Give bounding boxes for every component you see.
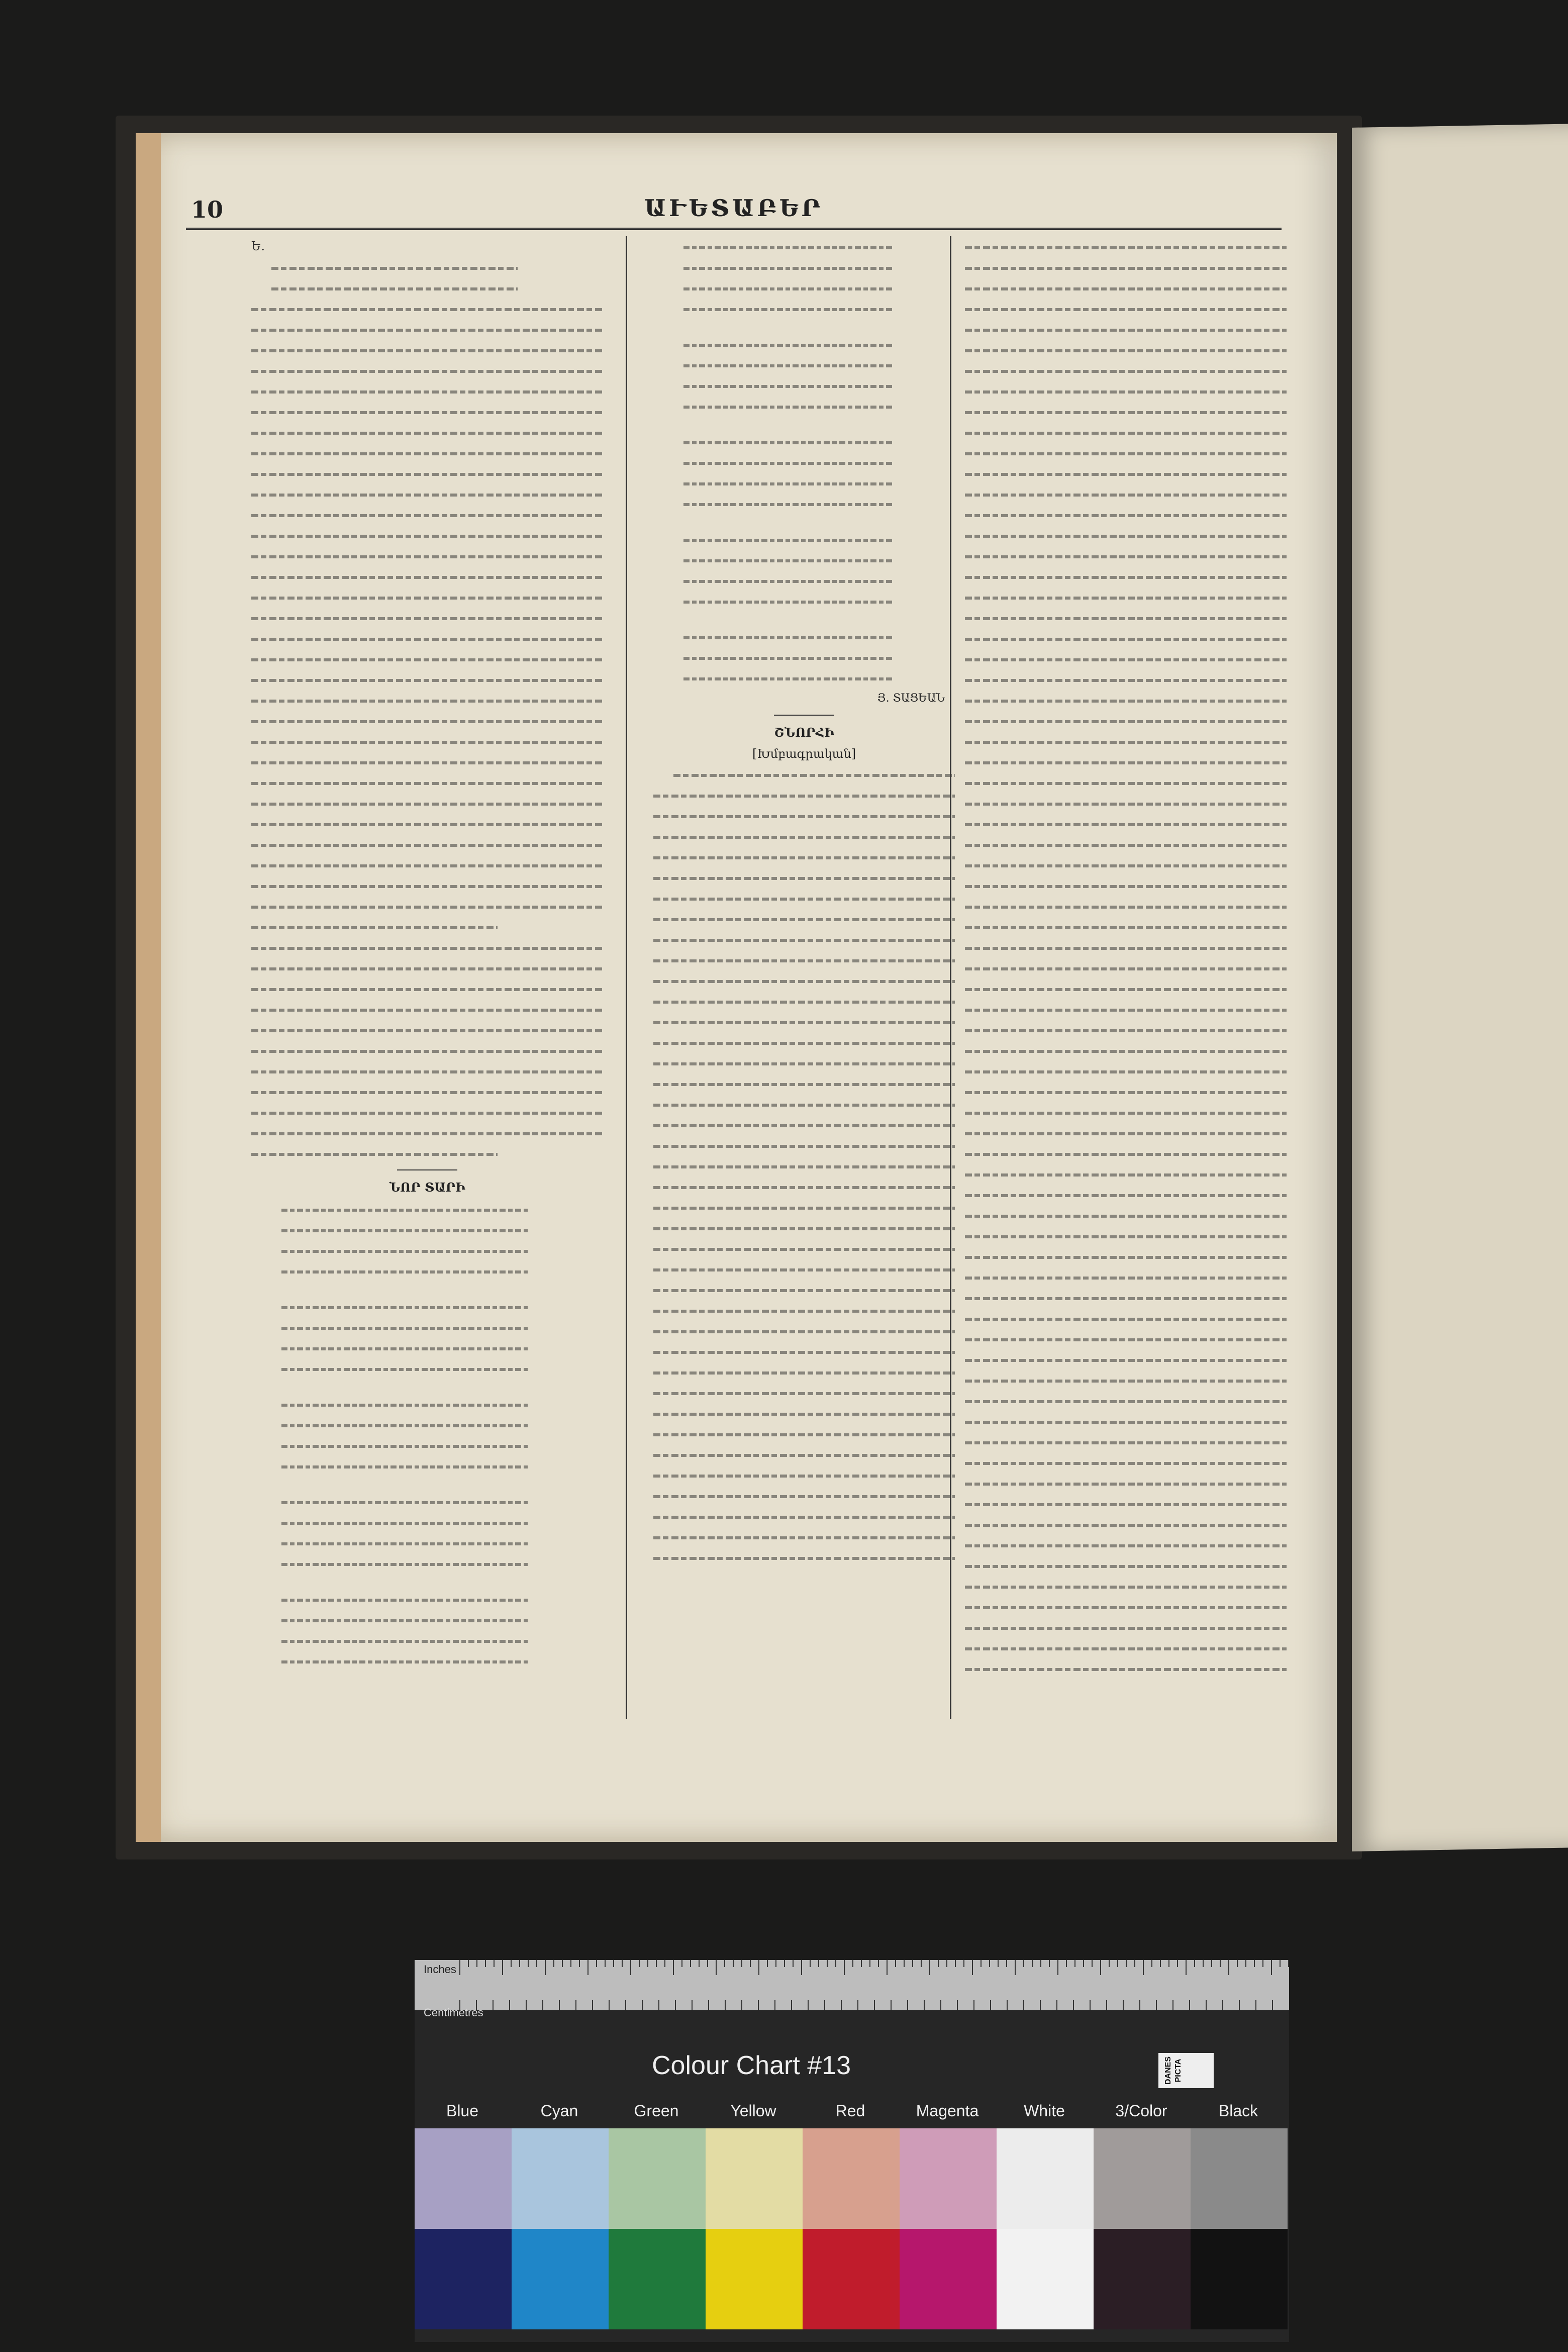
measurement-ruler bbox=[415, 1960, 1289, 2010]
poem-line bbox=[683, 570, 895, 591]
text-line bbox=[251, 978, 603, 999]
text-line bbox=[965, 937, 1287, 957]
text-line bbox=[653, 1341, 955, 1361]
text-line bbox=[251, 483, 603, 504]
swatch-light bbox=[706, 2128, 803, 2229]
text-line bbox=[653, 1464, 955, 1485]
text-line bbox=[965, 999, 1287, 1019]
poem-line bbox=[281, 1394, 528, 1414]
text-line bbox=[965, 1369, 1287, 1390]
text-line bbox=[653, 1444, 955, 1464]
text-line bbox=[251, 504, 603, 525]
chart-logo: DANES PICTA bbox=[1158, 2053, 1214, 2088]
text-line bbox=[965, 1431, 1287, 1452]
article-subtitle: [Խմբագրական] bbox=[752, 747, 856, 761]
text-line bbox=[965, 916, 1287, 937]
text-line bbox=[251, 339, 603, 360]
poem-line bbox=[281, 1240, 528, 1260]
text-line bbox=[965, 1658, 1287, 1679]
swatch-label: Magenta bbox=[916, 2102, 979, 2120]
swatch-label: Red bbox=[835, 2102, 865, 2120]
opening-letter: Ե. bbox=[251, 239, 265, 253]
poem-line bbox=[281, 1553, 528, 1574]
text-line bbox=[965, 1637, 1287, 1658]
text-line bbox=[965, 1122, 1287, 1143]
text-line bbox=[653, 1485, 955, 1506]
poem-line bbox=[281, 1260, 528, 1281]
text-line bbox=[965, 834, 1287, 854]
poem-line bbox=[683, 354, 895, 375]
text-line bbox=[965, 1102, 1287, 1122]
swatch-dark bbox=[803, 2229, 900, 2329]
text-line bbox=[251, 319, 603, 339]
poem-line bbox=[683, 298, 895, 319]
text-line bbox=[653, 1032, 955, 1052]
text-line bbox=[965, 525, 1287, 545]
section-divider bbox=[774, 715, 834, 716]
text-line bbox=[653, 1506, 955, 1526]
text-line bbox=[965, 566, 1287, 586]
column-rule-1 bbox=[626, 236, 627, 1719]
text-line bbox=[251, 1122, 603, 1143]
text-line bbox=[251, 772, 603, 793]
text-column-1 bbox=[251, 236, 603, 1694]
swatch-dark bbox=[900, 2229, 997, 2329]
swatch-label: Green bbox=[634, 2102, 679, 2120]
swatch-light bbox=[609, 2128, 706, 2229]
text-line bbox=[251, 999, 603, 1019]
text-line bbox=[965, 483, 1287, 504]
ruler-ticks bbox=[415, 1960, 1289, 2010]
text-line bbox=[653, 1114, 955, 1135]
poem-line bbox=[683, 452, 895, 472]
text-line bbox=[653, 846, 955, 867]
text-line bbox=[965, 463, 1287, 483]
text-line bbox=[653, 1197, 955, 1217]
text-line bbox=[653, 805, 955, 826]
text-line bbox=[251, 1102, 603, 1122]
text-line bbox=[653, 1526, 955, 1547]
swatch-label: Black bbox=[1218, 2102, 1258, 2120]
swatches-dark-row bbox=[415, 2229, 1289, 2329]
poem-line bbox=[683, 591, 895, 611]
swatch-label: Yellow bbox=[730, 2102, 776, 2120]
text-line bbox=[251, 916, 498, 937]
text-line bbox=[965, 1040, 1287, 1060]
text-column-2 bbox=[653, 236, 955, 1694]
text-line bbox=[653, 1361, 955, 1382]
text-line bbox=[251, 854, 603, 875]
text-line bbox=[251, 380, 603, 401]
text-line bbox=[653, 1094, 955, 1114]
poem-line bbox=[281, 1630, 528, 1650]
text-line bbox=[965, 772, 1287, 793]
poem-line bbox=[683, 277, 895, 298]
text-line bbox=[965, 1493, 1287, 1514]
swatch-label: 3/Color bbox=[1115, 2102, 1167, 2120]
text-line bbox=[251, 1143, 498, 1163]
poem-line bbox=[281, 1337, 528, 1358]
text-line bbox=[965, 442, 1287, 463]
swatch-light bbox=[997, 2128, 1094, 2229]
page-gutter-band bbox=[136, 133, 161, 1842]
text-line bbox=[965, 1205, 1287, 1225]
text-line bbox=[965, 257, 1287, 277]
text-line bbox=[965, 504, 1287, 525]
text-line bbox=[965, 669, 1287, 690]
text-line bbox=[965, 1473, 1287, 1493]
text-line bbox=[965, 1060, 1287, 1081]
text-line bbox=[251, 1081, 603, 1102]
swatch-dark bbox=[706, 2229, 803, 2329]
text-line bbox=[965, 1019, 1287, 1040]
text-line bbox=[965, 319, 1287, 339]
text-line bbox=[965, 731, 1287, 751]
text-line bbox=[251, 896, 603, 916]
text-line bbox=[251, 751, 603, 772]
poem-line bbox=[683, 647, 895, 667]
text-line bbox=[965, 813, 1287, 834]
text-line bbox=[251, 545, 603, 566]
swatch-dark bbox=[512, 2229, 609, 2329]
swatch-light bbox=[415, 2128, 512, 2229]
poem-line bbox=[281, 1589, 528, 1609]
text-line bbox=[965, 875, 1287, 896]
text-line bbox=[965, 339, 1287, 360]
text-line bbox=[653, 1238, 955, 1258]
text-line bbox=[965, 236, 1287, 257]
text-line bbox=[653, 1547, 955, 1567]
text-line bbox=[653, 1052, 955, 1073]
text-line bbox=[653, 970, 955, 991]
text-line bbox=[965, 1514, 1287, 1534]
page-number: 10 bbox=[191, 196, 224, 223]
text-line bbox=[965, 545, 1287, 566]
swatch-light bbox=[512, 2128, 609, 2229]
poem-line bbox=[683, 667, 895, 688]
facing-page-fragment bbox=[1352, 124, 1568, 1851]
text-line bbox=[965, 586, 1287, 607]
text-line bbox=[965, 1246, 1287, 1266]
text-line bbox=[965, 690, 1287, 710]
text-line bbox=[965, 1452, 1287, 1473]
text-line bbox=[965, 648, 1287, 669]
text-line bbox=[251, 360, 603, 380]
text-line bbox=[965, 298, 1287, 319]
poem-signature: Յ. ՏԱՑԵԱՆ bbox=[877, 692, 945, 705]
text-line bbox=[653, 1155, 955, 1176]
poem-line bbox=[683, 431, 895, 452]
text-line bbox=[965, 607, 1287, 628]
text-line bbox=[965, 360, 1287, 380]
text-line bbox=[251, 1019, 603, 1040]
text-line bbox=[965, 277, 1287, 298]
text-line bbox=[653, 888, 955, 908]
poem-line bbox=[281, 1358, 528, 1379]
poem-line bbox=[683, 529, 895, 549]
text-line bbox=[965, 1287, 1287, 1308]
text-line bbox=[965, 1266, 1287, 1287]
text-line bbox=[653, 1135, 955, 1155]
poem-line bbox=[281, 1609, 528, 1630]
poem-line bbox=[683, 493, 895, 514]
text-line bbox=[251, 298, 603, 319]
text-line bbox=[965, 751, 1287, 772]
text-line bbox=[251, 937, 603, 957]
poem-title: ՆՈՐ ՏԱՐԻ bbox=[389, 1180, 465, 1195]
poem-line bbox=[683, 549, 895, 570]
text-line bbox=[653, 785, 955, 805]
text-line bbox=[653, 1320, 955, 1341]
text-line bbox=[965, 1163, 1287, 1184]
text-line bbox=[965, 1555, 1287, 1576]
text-line bbox=[251, 525, 603, 545]
text-line bbox=[271, 257, 518, 277]
text-line bbox=[965, 710, 1287, 731]
poem-line bbox=[683, 626, 895, 647]
poem-line bbox=[281, 1317, 528, 1337]
text-line bbox=[965, 896, 1287, 916]
text-line bbox=[251, 442, 603, 463]
text-line bbox=[251, 813, 603, 834]
text-line bbox=[965, 1411, 1287, 1431]
text-line bbox=[965, 401, 1287, 422]
text-line bbox=[653, 1217, 955, 1238]
text-line bbox=[965, 628, 1287, 648]
poem-line bbox=[683, 236, 895, 257]
text-line bbox=[965, 978, 1287, 999]
text-line bbox=[965, 1534, 1287, 1555]
poem-line bbox=[683, 375, 895, 396]
text-line bbox=[251, 463, 603, 483]
swatch-dark bbox=[415, 2229, 512, 2329]
poem-line bbox=[281, 1219, 528, 1240]
text-line bbox=[251, 793, 603, 813]
poem-line bbox=[683, 472, 895, 493]
text-line bbox=[251, 1060, 603, 1081]
ruler-centimetres-label: Centimetres bbox=[424, 2006, 483, 2019]
poem-line bbox=[281, 1491, 528, 1512]
text-line bbox=[965, 1328, 1287, 1349]
text-line bbox=[653, 929, 955, 949]
swatch-light bbox=[1191, 2128, 1288, 2229]
text-line bbox=[965, 380, 1287, 401]
text-line bbox=[653, 867, 955, 888]
text-line bbox=[251, 566, 603, 586]
swatches-light-row bbox=[415, 2128, 1289, 2229]
text-line bbox=[251, 731, 603, 751]
text-line bbox=[251, 690, 603, 710]
poem-line bbox=[281, 1455, 528, 1476]
swatch-dark bbox=[1094, 2229, 1191, 2329]
text-column-3 bbox=[965, 236, 1287, 1694]
poem-line bbox=[281, 1435, 528, 1455]
text-line bbox=[653, 1176, 955, 1197]
swatch-light bbox=[1094, 2128, 1191, 2229]
text-line bbox=[653, 991, 955, 1011]
text-line bbox=[653, 1423, 955, 1444]
text-line bbox=[965, 1596, 1287, 1617]
text-line bbox=[251, 422, 603, 442]
text-line bbox=[653, 1382, 955, 1403]
text-line bbox=[965, 1184, 1287, 1205]
text-line bbox=[251, 648, 603, 669]
text-line bbox=[251, 669, 603, 690]
text-line bbox=[965, 1081, 1287, 1102]
text-line bbox=[965, 957, 1287, 978]
text-line bbox=[965, 1225, 1287, 1246]
text-line bbox=[965, 854, 1287, 875]
swatch-labels bbox=[415, 2102, 1289, 2122]
text-line bbox=[653, 826, 955, 846]
text-line bbox=[965, 793, 1287, 813]
article-title: ՇՆՈՐՀԻ bbox=[774, 725, 834, 740]
poem-line bbox=[281, 1414, 528, 1435]
swatch-dark bbox=[997, 2229, 1094, 2329]
page-header bbox=[186, 193, 1282, 229]
colour-calibration-chart bbox=[415, 1960, 1289, 2342]
swatch-label: White bbox=[1024, 2102, 1065, 2120]
text-line bbox=[251, 875, 603, 896]
header-rule bbox=[186, 228, 1282, 230]
text-line bbox=[965, 1349, 1287, 1369]
text-line bbox=[251, 401, 603, 422]
text-line bbox=[965, 1617, 1287, 1637]
poem-line bbox=[281, 1532, 528, 1553]
section-divider bbox=[397, 1169, 457, 1170]
swatch-light bbox=[900, 2128, 997, 2229]
chart-title: Colour Chart #13 bbox=[652, 2051, 851, 2080]
poem-line bbox=[683, 257, 895, 277]
text-line bbox=[653, 1300, 955, 1320]
text-line bbox=[965, 422, 1287, 442]
text-line bbox=[673, 764, 955, 785]
text-line bbox=[965, 1390, 1287, 1411]
text-line bbox=[653, 1403, 955, 1423]
swatch-dark bbox=[609, 2229, 706, 2329]
text-line bbox=[251, 710, 603, 731]
text-line bbox=[653, 1073, 955, 1094]
swatch-dark bbox=[1191, 2229, 1288, 2329]
text-line bbox=[251, 628, 603, 648]
text-line bbox=[251, 957, 603, 978]
text-line bbox=[653, 1279, 955, 1300]
text-line bbox=[653, 1011, 955, 1032]
text-line bbox=[251, 834, 603, 854]
poem-line bbox=[683, 334, 895, 354]
swatch-label: Blue bbox=[446, 2102, 479, 2120]
poem-line bbox=[281, 1199, 528, 1219]
text-line bbox=[251, 586, 603, 607]
swatch-label: Cyan bbox=[540, 2102, 578, 2120]
text-line bbox=[653, 949, 955, 970]
text-line bbox=[965, 1308, 1287, 1328]
swatch-light bbox=[803, 2128, 900, 2229]
poem-line bbox=[281, 1650, 528, 1671]
text-line bbox=[251, 607, 603, 628]
text-line bbox=[251, 1040, 603, 1060]
poem-line bbox=[683, 396, 895, 416]
poem-line bbox=[281, 1296, 528, 1317]
text-line bbox=[271, 277, 518, 298]
text-line bbox=[653, 908, 955, 929]
text-line bbox=[653, 1258, 955, 1279]
text-line bbox=[965, 1143, 1287, 1163]
masthead-title: ԱՒԵՏԱԲԵՐ bbox=[644, 194, 823, 222]
ruler-inches-label: Inches bbox=[424, 1963, 456, 1976]
poem-line bbox=[281, 1512, 528, 1532]
text-line bbox=[965, 1576, 1287, 1596]
poem-line bbox=[281, 1686, 528, 1694]
